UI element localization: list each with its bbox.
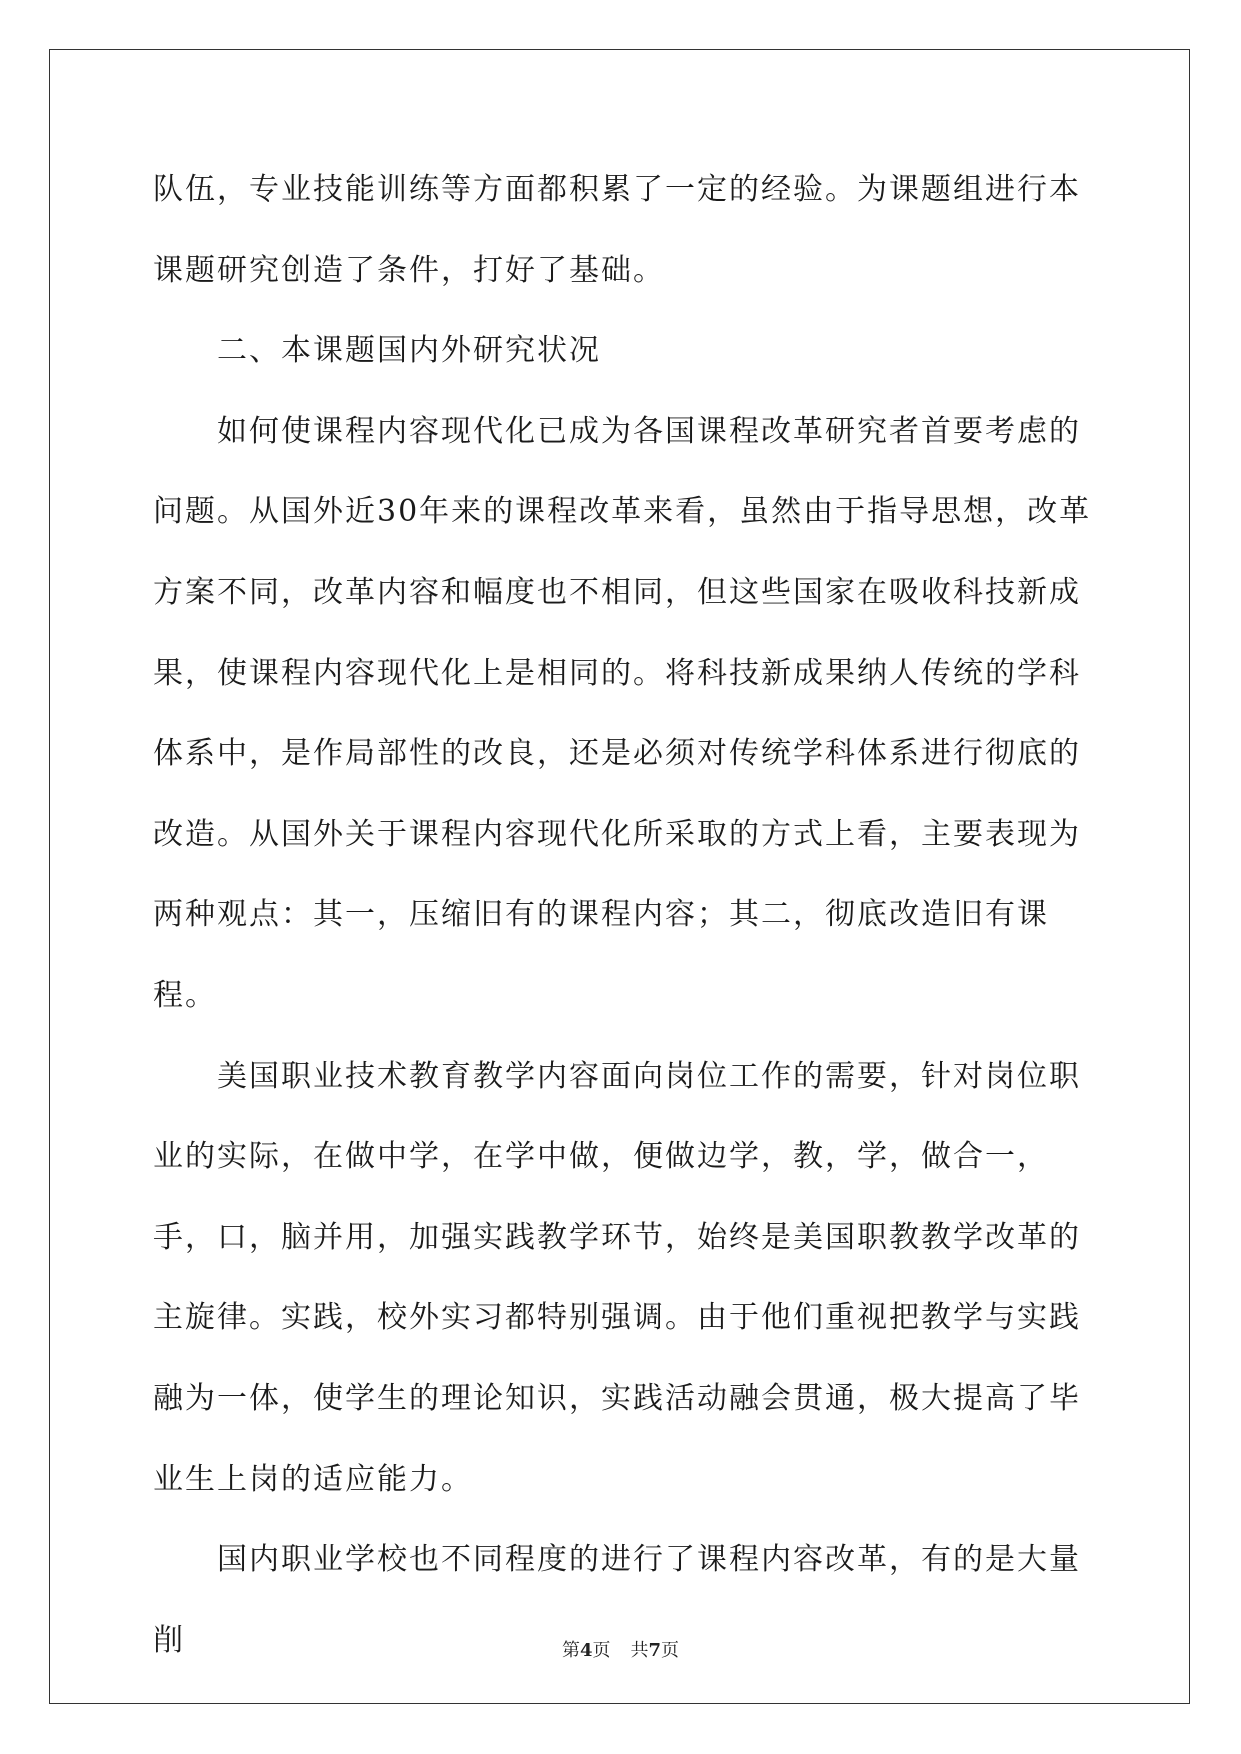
document-body	[153, 150, 1098, 1681]
page-suffix: 页	[592, 1640, 611, 1661]
total-prefix: 共	[630, 1640, 649, 1661]
paragraph-domestic-research: 国内职业学校也不同程度的进行了课程内容改革，有的是大量削	[153, 1542, 1081, 1658]
page-total-number: 7	[648, 1640, 662, 1661]
page-current-number: 4	[579, 1640, 593, 1661]
paragraph-continuation: 队伍，专业技能训练等方面都积累了一定的经验。为课题组进行本课题研究创造了条件，打好了基础。	[153, 172, 1081, 288]
total-suffix: 页	[661, 1640, 680, 1661]
page-prefix: 第	[561, 1640, 580, 1661]
page-footer	[0, 1636, 1241, 1662]
paragraph-us-vocational: 美国职业技术教育教学内容面向岗位工作的需要，针对岗位职业的实际，在做中学，在学中做，便做边学，教，学，做合一，手，口，脑并用，加强实践教学环节，始终是美国职教教学改革的主旋律。实践，校外实习都特别强调。由于他们重视把教学与实践融为一体，使学生的理论知识，实践活动融会贯通，极大提高了毕业生上岗的适应能力。	[153, 1058, 1081, 1497]
section-heading: 二、本课题国内外研究状况	[217, 333, 601, 369]
paragraph-foreign-research: 如何使课程内容现代化已成为各国课程改革研究者首要考虑的问题。从国外近30年来的课程改革来看，虽然由于指导思想，改革方案不同，改革内容和幅度也不相同，但这些国家在吸收科技新成果，使课程内容现代化上是相同的。将科技新成果纳人传统的学科体系中，是作局部性的改良，还是必须对传统学科体系进行彻底的改造。从国外关于课程内容现代化所采取的方式上看，主要表现为两种观点：其一，压缩旧有的课程内容；其二，彻底改造旧有课程。	[153, 413, 1092, 1013]
